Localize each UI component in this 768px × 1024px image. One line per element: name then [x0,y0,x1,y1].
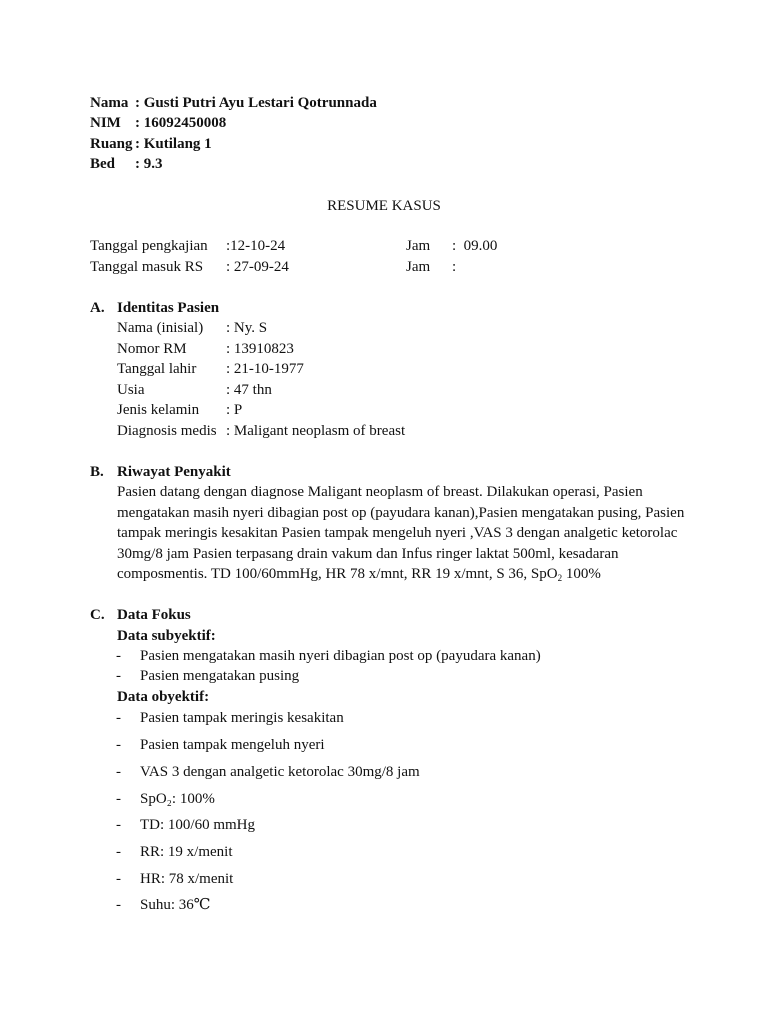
list-item-text: HR: 78 x/menit [140,871,234,887]
list-item-text: Pasien mengatakan pusing [140,668,300,684]
bullet-dash: - [116,844,121,860]
bullet-dash: - [116,648,121,664]
list-item-text: SpO₂: 100% [140,791,215,807]
jam-pengkajian-label: Jam [406,238,431,254]
field-value: : 21-10-1977 [226,361,304,377]
section-a-title: Identitas Pasien [117,300,220,316]
data-obyektif-title: Data obyektif: [117,689,210,705]
tanggal-masuk-value: : 27-09-24 [226,259,289,275]
list-item-text: RR: 19 x/menit [140,844,233,860]
jam-masuk-value: : [452,259,457,275]
bullet-dash: - [116,871,121,887]
bullet-dash: - [116,764,121,780]
section-b-letter: B. [90,464,104,480]
bullet-dash: - [116,897,121,913]
bullet-dash: - [116,817,121,833]
field-label: Jenis kelamin [117,402,200,418]
field-label: Usia [117,382,145,398]
tanggal-pengkajian-label: Tanggal pengkajian [90,238,208,254]
header-nama-row [90,94,377,112]
data-subyektif-title: Data subyektif: [117,628,216,644]
ruang-label: Ruang [90,136,133,152]
bed-label: Bed [90,156,116,172]
field-label: Diagnosis medis [117,423,217,439]
field-value: : 47 thn [226,382,272,398]
field-value: : 13910823 [226,341,294,357]
bed-value: : 9.3 [135,156,163,172]
section-c-title: Data Fokus [117,607,191,623]
section-c-letter: C. [90,607,105,623]
list-item-text: Pasien tampak meringis kesakitan [140,710,344,726]
tanggal-masuk-label: Tanggal masuk RS [90,259,204,275]
riwayat-text-end: 100% [562,566,601,583]
bullet-dash: - [116,668,121,684]
field-label: Tanggal lahir [117,361,197,377]
list-item-text: TD: 100/60 mmHg [140,817,255,833]
section-b-title: Riwayat Penyakit [117,464,231,480]
header-bed-row [90,155,163,173]
field-label: Nama (inisial) [117,320,204,336]
bullet-dash: - [116,791,121,807]
nama-label: Nama [90,95,129,111]
field-value: : Maligant neoplasm of breast [226,423,406,439]
list-item-text: Pasien mengatakan masih nyeri dibagian post op (payudara kanan) [140,648,541,664]
riwayat-subscript: 2 [557,573,563,584]
riwayat-text: Pasien datang dengan diagnose Maligant neoplasm of breast. Dilakukan operasi, Pasien mengatakan masih nyeri dibagian post op (payudara kanan),Pasien mengatakan pusing, Pasien tampak meringis kesakitan Pasien tampak mengeluh nyeri ,VAS 3 dengan analgetic ketorolac 30mg/8 jam Pasien terpasang drain vakum dan Infus ringer laktat 500ml, kesadaran composmentis. TD 100/60mmHg, HR 78 x/mnt, RR 19 x/mnt, S 36, SpO [117,484,685,583]
section-a-letter: A. [90,300,105,316]
jam-masuk-label: Jam [406,259,431,275]
jam-pengkajian-value: : 09.00 [452,238,498,254]
nim-value: : 16092450008 [135,115,227,131]
list-item-text: Pasien tampak mengeluh nyeri [140,737,325,753]
nama-value: : Gusti Putri Ayu Lestari Qotrunnada [135,95,377,111]
field-label: Nomor RM [117,341,187,357]
field-value: : P [226,402,243,418]
page-title: RESUME KASUS [327,198,441,214]
bullet-dash: - [116,737,121,753]
nim-label: NIM [90,115,121,131]
bullet-dash: - [116,710,121,726]
header-ruang-row [90,135,212,153]
field-value: : Ny. S [226,320,268,336]
ruang-value: : Kutilang 1 [135,136,212,152]
list-item-text: VAS 3 dengan analgetic ketorolac 30mg/8 jam [140,764,420,780]
riwayat-penyakit-paragraph [117,482,687,585]
list-item-text: Suhu: 36℃ [140,897,211,913]
header-nim-row [90,114,226,132]
tanggal-pengkajian-value: :12-10-24 [226,238,286,254]
